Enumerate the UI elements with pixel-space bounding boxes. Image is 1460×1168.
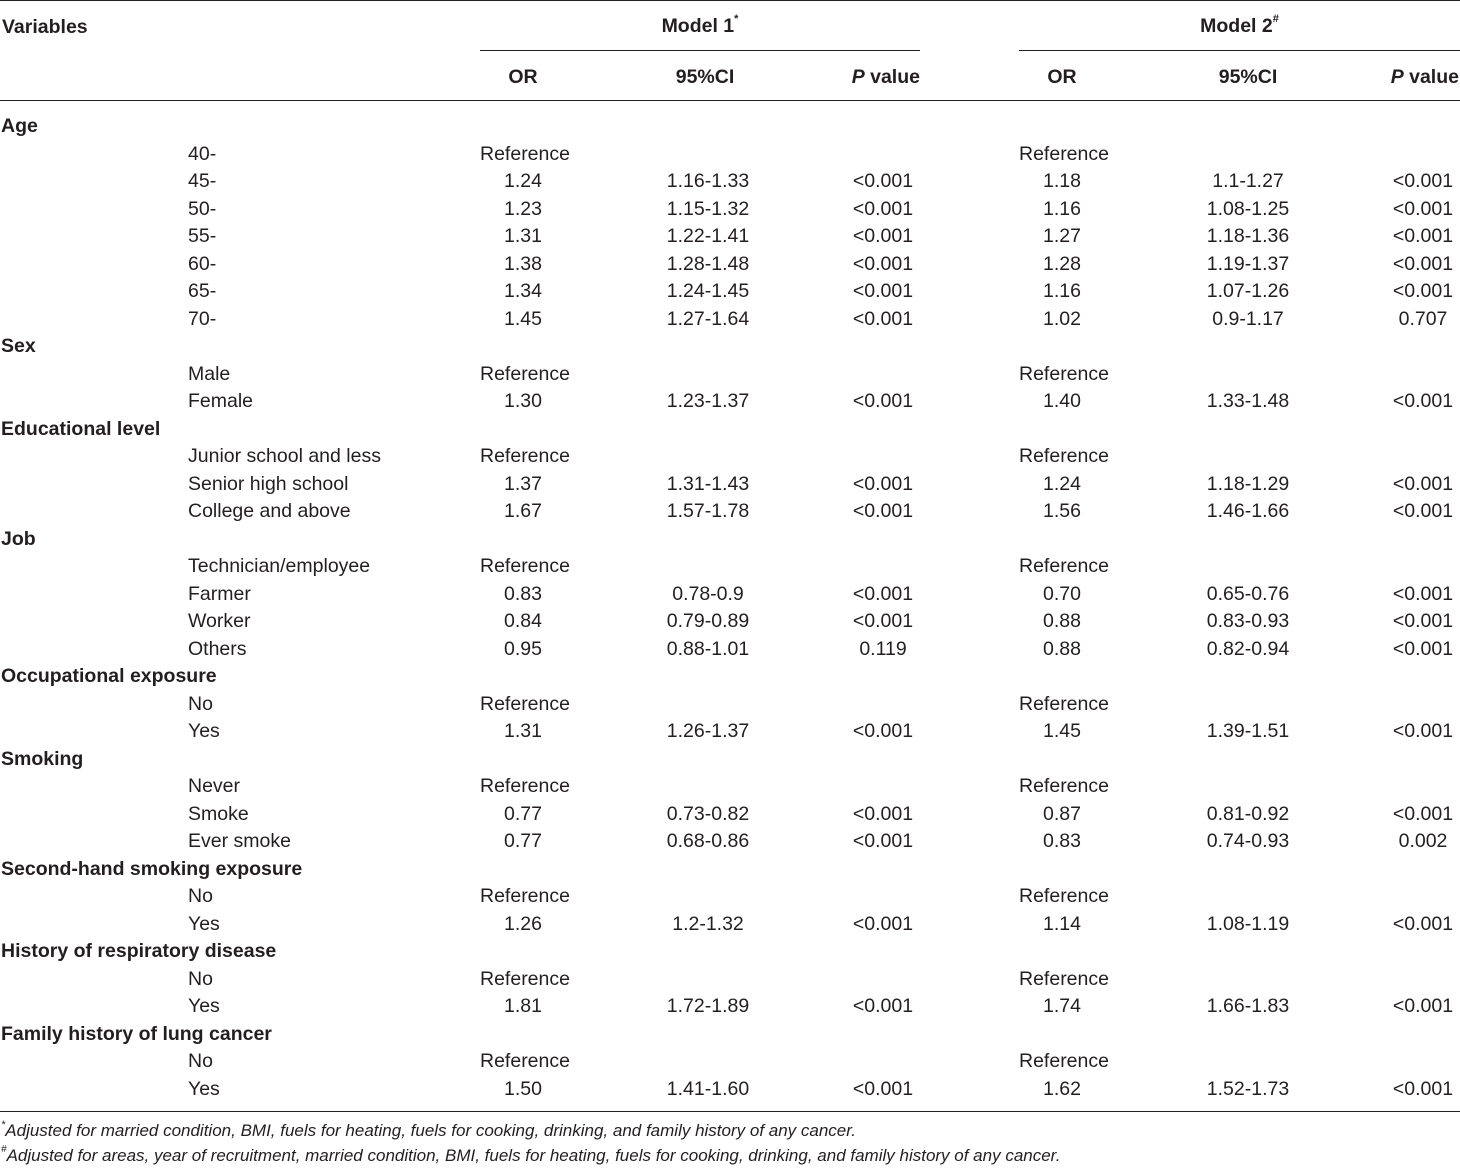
ci-model2-cell: 0.9-1.17	[1212, 307, 1284, 330]
ci-model1-cell: 0.79-0.89	[666, 610, 750, 632]
table-row	[0, 553, 1460, 581]
table-row	[0, 471, 1460, 499]
pvalue-model1-cell: <0.001	[852, 500, 914, 522]
ci-model1-cell: 1.2-1.32	[672, 912, 744, 935]
group-label: Age	[1, 115, 38, 137]
table-row	[0, 223, 1460, 251]
table-row	[0, 1048, 1460, 1076]
header-or-model2: OR	[1047, 66, 1077, 88]
or-model1-cell: 1.31	[504, 225, 542, 247]
ci-model1-cell: 1.41-1.60	[666, 1077, 750, 1100]
or-model2-cell: 0.70	[1043, 582, 1081, 605]
pvalue-model2-cell: <0.001	[1392, 1077, 1454, 1100]
pvalue-model2-cell: <0.001	[1392, 500, 1454, 522]
ref-model1-cell: Reference	[480, 142, 570, 165]
or-model1-cell: 1.34	[504, 280, 542, 302]
or-model1-cell: 1.67	[504, 500, 542, 522]
or-model1-cell: 1.31	[504, 720, 542, 742]
group-label: History of respiratory disease	[1, 940, 277, 962]
ci-model2-cell: 0.74-0.93	[1206, 830, 1290, 852]
variable-level-label: Yes	[188, 995, 220, 1017]
ref-model2-cell: Reference	[1019, 445, 1109, 467]
variable-level-label: No	[188, 967, 213, 990]
ref-model2-cell: Reference	[1019, 362, 1109, 385]
table-row	[0, 608, 1460, 636]
or-model2-cell: 1.16	[1043, 280, 1081, 302]
or-model1-cell: 0.84	[504, 610, 542, 632]
ref-model1-cell: Reference	[480, 775, 570, 797]
ref-model1-cell: Reference	[480, 885, 570, 907]
top-rule	[0, 0, 1460, 1]
ref-model2-cell: Reference	[1019, 692, 1109, 715]
header-model1: Model 1*	[661, 13, 739, 37]
group-row	[0, 1021, 1460, 1049]
variable-level-label: 65-	[188, 280, 217, 302]
table-row	[0, 636, 1460, 664]
ref-model2-cell: Reference	[1019, 555, 1109, 577]
ci-model1-cell: 1.57-1.78	[666, 500, 750, 522]
table-row	[0, 773, 1460, 801]
group-row	[0, 856, 1460, 884]
variable-level-label: 40-	[188, 142, 217, 165]
ci-model2-cell: 1.19-1.37	[1206, 252, 1290, 275]
variable-level-label: 45-	[188, 170, 217, 192]
table-row	[0, 306, 1460, 334]
pvalue-model1-cell: <0.001	[852, 610, 914, 632]
variable-level-label: No	[188, 1050, 213, 1072]
or-model1-cell: 1.26	[504, 912, 542, 935]
pvalue-model1-cell: <0.001	[852, 830, 914, 852]
pvalue-model2-cell: <0.001	[1392, 252, 1454, 275]
or-model2-cell: 1.27	[1043, 225, 1081, 247]
table-row	[0, 966, 1460, 994]
variable-level-label: Others	[188, 637, 247, 660]
ci-model2-cell: 1.18-1.29	[1206, 472, 1290, 495]
table-row	[0, 828, 1460, 856]
footnote-model1: *Adjusted for married condition, BMI, fuels for heating, fuels for cooking, drinking, and family history of any cancer.	[1, 1119, 857, 1140]
ci-model1-cell: 1.24-1.45	[666, 280, 750, 302]
or-model1-cell: 1.24	[504, 170, 542, 192]
variable-level-label: Female	[188, 390, 254, 412]
variable-level-label: College and above	[188, 500, 351, 522]
ref-model1-cell: Reference	[480, 362, 570, 385]
group-row	[0, 746, 1460, 774]
ci-model1-cell: 0.68-0.86	[666, 830, 750, 852]
table-row	[0, 1076, 1460, 1104]
ci-model2-cell: 1.66-1.83	[1206, 995, 1290, 1017]
or-model1-cell: 1.81	[504, 995, 542, 1017]
pvalue-model1-cell: <0.001	[852, 802, 914, 825]
ci-model1-cell: 1.23-1.37	[666, 390, 750, 412]
ci-model1-cell: 1.26-1.37	[666, 720, 750, 742]
variable-level-label: Yes	[188, 720, 220, 742]
ci-model2-cell: 1.39-1.51	[1206, 720, 1290, 742]
ref-model2-cell: Reference	[1019, 775, 1109, 797]
variable-level-label: Farmer	[188, 582, 251, 605]
or-model1-cell: 1.50	[504, 1077, 542, 1100]
table-row	[0, 278, 1460, 306]
ci-model2-cell: 1.18-1.36	[1206, 225, 1290, 247]
ci-model2-cell: 0.83-0.93	[1206, 610, 1290, 632]
table-row	[0, 141, 1460, 169]
ci-model2-cell: 1.1-1.27	[1212, 170, 1284, 192]
group-label: Second-hand smoking exposure	[1, 857, 303, 880]
pvalue-model1-cell: <0.001	[852, 225, 914, 247]
pvalue-model1-cell: <0.001	[852, 252, 914, 275]
group-row	[0, 113, 1460, 141]
pvalue-model2-cell: <0.001	[1392, 280, 1454, 302]
ci-model2-cell: 0.81-0.92	[1206, 802, 1290, 825]
variable-level-label: Never	[188, 775, 241, 797]
or-model2-cell: 1.16	[1043, 197, 1081, 220]
group-row	[0, 526, 1460, 554]
pvalue-model1-cell: <0.001	[852, 472, 914, 495]
pvalue-model2-cell: <0.001	[1392, 995, 1454, 1017]
group-row	[0, 663, 1460, 691]
header-ci-model1: 95%CI	[675, 66, 735, 88]
pvalue-model1-cell: <0.001	[852, 1077, 914, 1100]
or-model2-cell: 1.18	[1043, 170, 1081, 192]
variable-level-label: Junior school and less	[188, 445, 381, 467]
table-row	[0, 443, 1460, 471]
pvalue-model2-cell: <0.001	[1392, 225, 1454, 247]
ref-model1-cell: Reference	[480, 1050, 570, 1072]
group-row	[0, 416, 1460, 444]
or-model1-cell: 1.37	[504, 472, 542, 495]
table-row	[0, 196, 1460, 224]
model2-underline	[1019, 50, 1460, 51]
or-model1-cell: 0.83	[504, 582, 542, 605]
pvalue-model2-cell: <0.001	[1392, 170, 1454, 192]
or-model1-cell: 1.38	[504, 252, 542, 275]
ci-model1-cell: 0.88-1.01	[666, 637, 750, 660]
pvalue-model2-cell: 0.707	[1398, 307, 1448, 330]
table-row	[0, 801, 1460, 829]
pvalue-model2-cell: <0.001	[1392, 912, 1454, 935]
or-model1-cell: 1.30	[504, 390, 542, 412]
model1-underline	[480, 50, 920, 51]
variable-level-label: Smoke	[188, 802, 249, 825]
variable-level-label: Male	[188, 362, 231, 385]
or-model2-cell: 1.45	[1043, 720, 1081, 742]
header-pvalue-model1: P value	[851, 66, 920, 88]
or-model2-cell: 1.24	[1043, 472, 1081, 495]
group-label: Occupational exposure	[1, 665, 217, 687]
header-variables: Variables	[2, 16, 88, 38]
header-model2: Model 2#	[1200, 13, 1279, 37]
group-row	[0, 333, 1460, 361]
variable-level-label: Yes	[188, 912, 220, 935]
bottom-rule	[0, 1111, 1460, 1112]
variable-level-label: Worker	[188, 610, 251, 632]
ref-model2-cell: Reference	[1019, 142, 1109, 165]
table-row	[0, 718, 1460, 746]
pvalue-model2-cell: <0.001	[1392, 637, 1454, 660]
footnote-model2: #Adjusted for areas, year of recruitment, married condition, BMI, fuels for heating, fuels for cooking, drinking, and family history of any cancer.	[1, 1144, 1061, 1165]
pvalue-model2-cell: <0.001	[1392, 390, 1454, 412]
ci-model1-cell: 1.15-1.32	[666, 197, 750, 220]
or-model1-cell: 0.77	[504, 830, 542, 852]
ci-model1-cell: 1.72-1.89	[666, 995, 750, 1017]
or-model1-cell: 1.45	[504, 307, 542, 330]
ci-model1-cell: 1.22-1.41	[666, 225, 750, 247]
ci-model2-cell: 0.82-0.94	[1206, 637, 1290, 660]
table-row	[0, 361, 1460, 389]
header-ci-model2: 95%CI	[1218, 66, 1278, 88]
or-model1-cell: 1.23	[504, 197, 542, 220]
pvalue-model2-cell: <0.001	[1392, 720, 1454, 742]
variable-level-label: Yes	[188, 1077, 220, 1100]
or-model2-cell: 1.28	[1043, 252, 1081, 275]
pvalue-model2-cell: 0.002	[1398, 830, 1448, 852]
pvalue-model1-cell: <0.001	[852, 720, 914, 742]
variable-level-label: 55-	[188, 225, 217, 247]
ci-model2-cell: 1.07-1.26	[1206, 280, 1290, 302]
pvalue-model2-cell: <0.001	[1392, 582, 1454, 605]
ci-model2-cell: 1.52-1.73	[1206, 1077, 1290, 1100]
pvalue-model1-cell: <0.001	[852, 390, 914, 412]
or-model1-cell: 0.77	[504, 802, 542, 825]
variable-level-label: No	[188, 692, 213, 715]
pvalue-model1-cell: <0.001	[852, 280, 914, 302]
pvalue-model2-cell: <0.001	[1392, 197, 1454, 220]
ref-model2-cell: Reference	[1019, 967, 1109, 990]
or-model2-cell: 0.83	[1043, 830, 1081, 852]
table-row	[0, 911, 1460, 939]
header-rule	[0, 100, 1460, 101]
pvalue-model1-cell: <0.001	[852, 912, 914, 935]
ref-model2-cell: Reference	[1019, 885, 1109, 907]
or-model2-cell: 0.87	[1043, 802, 1081, 825]
group-row	[0, 938, 1460, 966]
table-row	[0, 251, 1460, 279]
variable-level-label: 60-	[188, 252, 217, 275]
pvalue-model1-cell: <0.001	[852, 307, 914, 330]
or-model2-cell: 1.74	[1043, 995, 1081, 1017]
or-model2-cell: 0.88	[1043, 637, 1081, 660]
ref-model1-cell: Reference	[480, 692, 570, 715]
ci-model2-cell: 1.33-1.48	[1206, 390, 1290, 412]
variable-level-label: Ever smoke	[188, 830, 291, 852]
group-label: Sex	[1, 335, 36, 357]
pvalue-model2-cell: <0.001	[1392, 610, 1454, 632]
table-row	[0, 691, 1460, 719]
or-model2-cell: 1.56	[1043, 500, 1081, 522]
ci-model2-cell: 1.08-1.25	[1206, 197, 1290, 220]
or-model2-cell: 1.62	[1043, 1077, 1081, 1100]
variable-level-label: 70-	[188, 307, 217, 330]
pvalue-model1-cell: <0.001	[852, 995, 914, 1017]
ref-model1-cell: Reference	[480, 967, 570, 990]
header-pvalue-model2: P value	[1390, 66, 1459, 88]
ci-model2-cell: 0.65-0.76	[1206, 582, 1290, 605]
ci-model1-cell: 1.27-1.64	[666, 307, 750, 330]
or-model2-cell: 1.14	[1043, 912, 1081, 935]
ci-model1-cell: 0.73-0.82	[666, 802, 750, 825]
variable-level-label: No	[188, 885, 213, 907]
variable-level-label: Senior high school	[188, 472, 349, 495]
pvalue-model1-cell: 0.119	[859, 637, 907, 660]
variable-level-label: 50-	[188, 197, 217, 220]
ci-model2-cell: 1.08-1.19	[1206, 912, 1290, 935]
group-label: Family history of lung cancer	[1, 1022, 272, 1045]
or-model1-cell: 0.95	[504, 637, 542, 660]
or-model2-cell: 1.40	[1043, 390, 1081, 412]
ci-model1-cell: 1.28-1.48	[666, 252, 750, 275]
or-model2-cell: 0.88	[1043, 610, 1081, 632]
group-label: Educational level	[1, 417, 161, 440]
ci-model2-cell: 1.46-1.66	[1206, 500, 1290, 522]
ci-model1-cell: 0.78-0.9	[672, 582, 744, 605]
table-row	[0, 993, 1460, 1021]
ref-model2-cell: Reference	[1019, 1050, 1109, 1072]
table-row	[0, 388, 1460, 416]
table-row	[0, 581, 1460, 609]
pvalue-model2-cell: <0.001	[1392, 802, 1454, 825]
group-label: Smoking	[1, 747, 84, 770]
or-model2-cell: 1.02	[1043, 307, 1081, 330]
variable-level-label: Technician/employee	[188, 555, 371, 577]
table-row	[0, 168, 1460, 196]
header-or-model1: OR	[508, 66, 538, 88]
pvalue-model1-cell: <0.001	[852, 170, 914, 192]
ci-model1-cell: 1.31-1.43	[666, 472, 750, 495]
ref-model1-cell: Reference	[480, 555, 570, 577]
ci-model1-cell: 1.16-1.33	[666, 170, 750, 192]
table-row	[0, 498, 1460, 526]
pvalue-model1-cell: <0.001	[852, 582, 914, 605]
table-row	[0, 883, 1460, 911]
group-label: Job	[1, 527, 36, 550]
ref-model1-cell: Reference	[480, 445, 570, 467]
pvalue-model2-cell: <0.001	[1392, 472, 1454, 495]
pvalue-model1-cell: <0.001	[852, 197, 914, 220]
